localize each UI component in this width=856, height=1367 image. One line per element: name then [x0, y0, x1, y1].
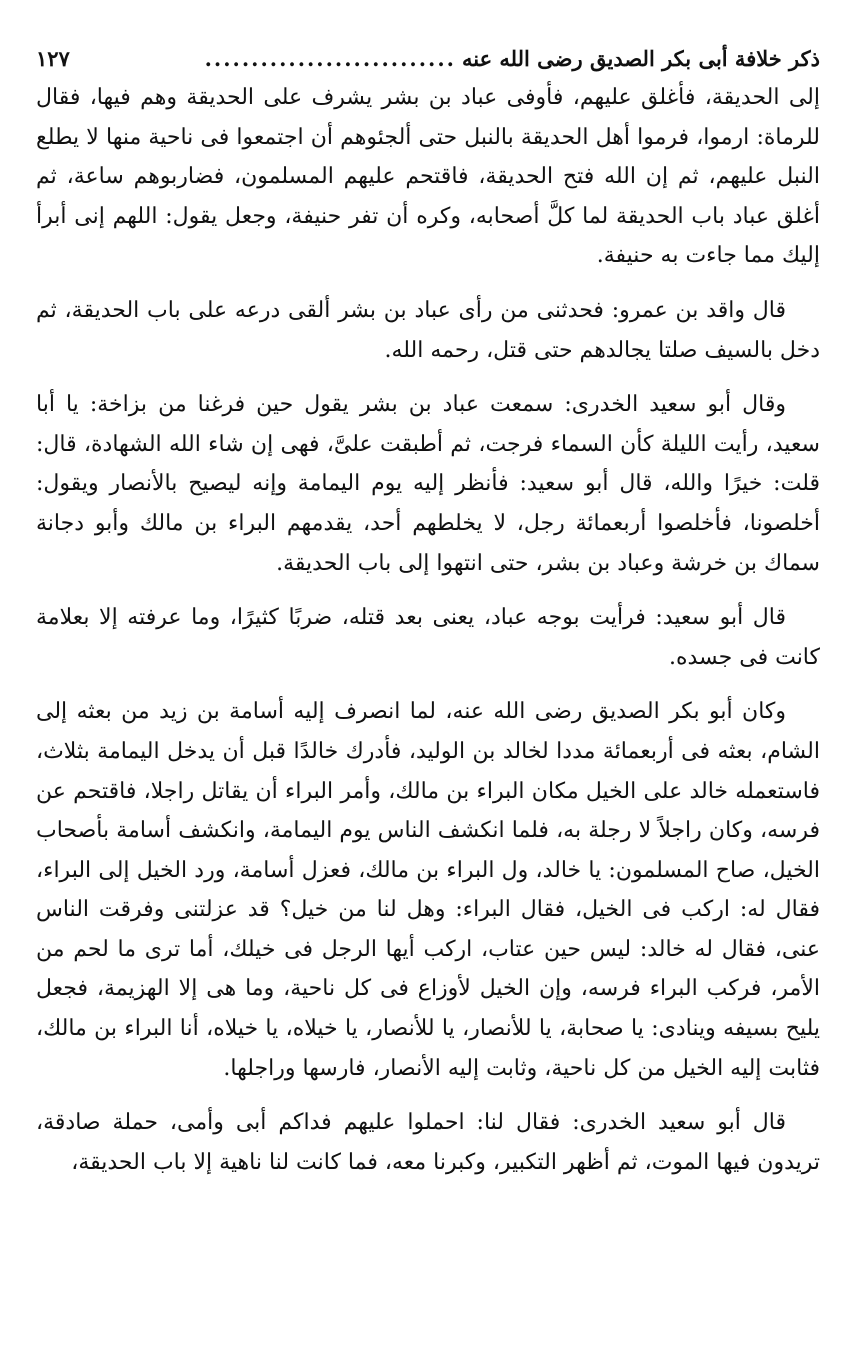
paragraph-continuation: إلى الحديقة، فأغلق عليهم، فأوفى عباد بن بشر يشرف على الحديقة وهم فيها، فقال للرماة: ارموا، فرموا أهل الحديقة بالنبل حتى ألجئوهم أن اجتمعوا فى ناحية منها لا يطلع النبل عليهم، ثم إن الله فتح الحديقة، فاقتحم عليهم المسلمون، فضاربوهم ساعة، ثم أغلق عباد باب الحديقة لما كلَّ أصحابه، وكره أن تفر حنيفة، وجعل يقول: اللهم إنى أبرأ إليك مما جاءت به حنيفة.	[36, 85, 820, 269]
paragraph-abu-said-face: قال أبو سعيد: فرأيت بوجه عباد، يعنى بعد قتله، ضربًا كثيرًا، وما عرفته إلا بعلامة كانت فى جسده.	[36, 605, 820, 670]
paragraph-abu-said-dream: وقال أبو سعيد الخدرى: سمعت عباد بن بشر يقول حين فرغنا من بزاخة: يا أبا سعيد، رأيت الليلة كأن السماء فرجت، ثم أطبقت علىَّ، فهى إن شاء الله الشهادة، قال: قلت: خيرًا والله، قال أبو سعيد: فأنظر إليه يوم اليمامة وإنه ليصيح بالأنصار ويقول: أخلصونا، فأخلصوا أربعمائة رجل، لا يخلطهم أحد، يقدمهم البراء بن مالك وأبو دجانة سماك بن خرشة وعباد بن بشر، حتى انتهوا إلى باب الحديقة.	[36, 392, 821, 576]
paragraph-abu-said-charge: قال أبو سعيد الخدرى: فقال لنا: احملوا عليهم فداكم أبى وأمى، حملة صادقة، تريدون فيها الموت، ثم أظهر التكبير، وكبرنا معه، فما كانت لنا ناهية إلا باب الحديقة،	[36, 1110, 820, 1175]
paragraph-waqid: قال واقد بن عمرو: فحدثنى من رأى عباد بن بشر ألقى درعه على باب الحديقة، ثم دخل بالسيف صلتا يجالدهم حتى قتل، رحمه الله.	[36, 297, 820, 363]
running-header	[36, 42, 820, 76]
leader-dots: ...........................	[204, 46, 456, 71]
running-title: ذكر خلافة أبى بكر الصديق رضى الله عنه	[461, 46, 820, 71]
page-number: ١٢٧	[36, 46, 70, 71]
paragraph-abu-bakr-usama: وكان أبو بكر الصديق رضى الله عنه، لما انصرف إليه أسامة بن زيد من بعثه إلى الشام، بعثه فى أربعمائة مددا لخالد بن الوليد، فأدرك خالدًا قبل أن يدخل اليمامة بثلاث، فاستعمله خالد على الخيل مكان البراء بن مالك، وأمر البراء أن يقاتل راجلا، فاقتحم عن فرسه، وكان راجلاً لا رجلة به، فلما انكشف الناس يوم اليمامة، وانكشف أسامة بأصحاب الخيل، صاح المسلمون: يا خالد، ول البراء بن مالك، فعزل أسامة، ورد الخيل إلى البراء، فقال له: اركب فى الخيل، فقال البراء: وهل لنا من خيل؟ قد عزلتنى وفرقت الناس عنى، فقال له خالد: ليس حين عتاب، اركب أيها الرجل فى خيلك، أما ترى ما لحم من الأمر، فركب البراء فرسه، وإن الخيل لأوزاع فى كل ناحية، وما هى إلا الهزيمة، فجعل يليح بسيفه وينادى: يا صحابة، يا للأنصار، يا للأنصار، يا خيلاه، يا خيلاه، أنا البراء بن مالك، فثابت إليه الخيل من كل ناحية، وثابت إليه الأنصار، فارسها وراجلها.	[36, 699, 820, 1081]
